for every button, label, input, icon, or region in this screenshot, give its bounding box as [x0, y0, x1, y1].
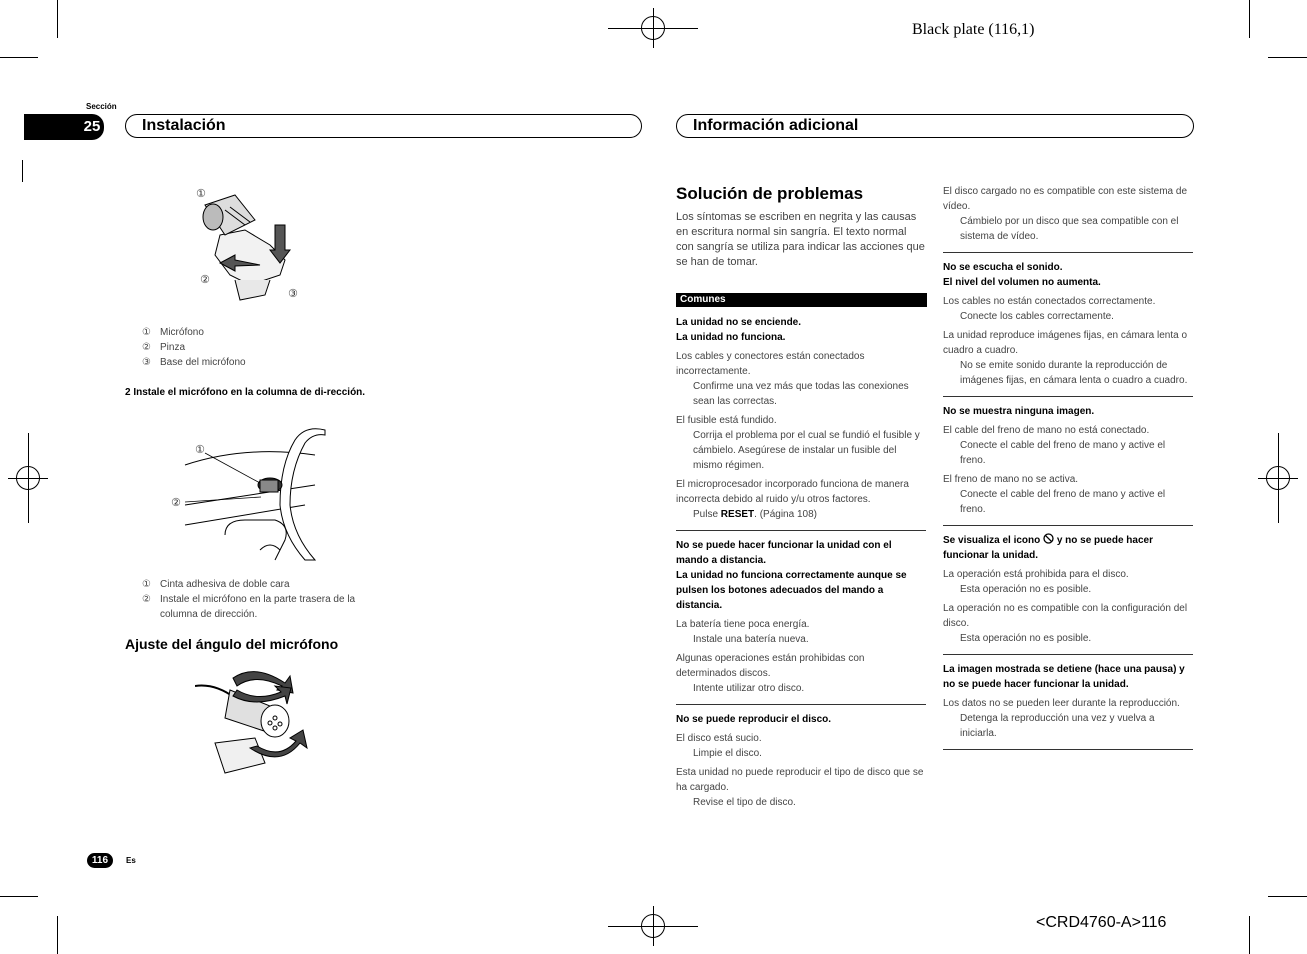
action: Cámbielo por un disco que sea compatible con el sistema de vídeo. [960, 216, 1179, 242]
symptom: La unidad no funciona correctamente aunque se pulsen los botones adecuados del mando a distancia. [676, 570, 907, 611]
divider [943, 252, 1193, 253]
comunes-bar: Comunes [676, 293, 927, 307]
troubleshoot-title: Solución de problemas [676, 184, 864, 203]
cause: La operación no es compatible con la configuración del disco. [943, 603, 1188, 629]
crop-mark [1249, 916, 1250, 954]
troubleshoot-column-1 [676, 315, 926, 810]
section-number-tab [24, 114, 104, 140]
cause: El microprocesador incorporado funciona de manera incorrecta debido al ruido y/u otros factores. [676, 479, 909, 505]
trouble-block [943, 260, 1193, 388]
cause: Los cables no están conectados correctamente. [943, 296, 1156, 307]
symptom: La unidad no funciona. [676, 332, 786, 343]
action: Revise el tipo de disco. [693, 797, 796, 808]
fig1-callout-3: ③ [288, 287, 298, 300]
trouble-block [943, 662, 1193, 741]
cause: El fusible está fundido. [676, 415, 777, 426]
trouble-block [676, 538, 926, 696]
action: Esta operación no es posible. [960, 633, 1092, 644]
cause: La batería tiene poca energía. [676, 619, 810, 630]
action: Esta operación no es posible. [960, 584, 1092, 595]
crop-mark [22, 160, 23, 182]
crop-mark [0, 896, 38, 897]
symptom: No se puede reproducir el disco. [676, 714, 832, 725]
microphone-angle-figure [195, 668, 310, 778]
cause: La unidad reproduce imágenes fijas, en cámara lenta o cuadro a cuadro. [943, 330, 1188, 356]
action: Conecte el cable del freno de mano y active el freno. [960, 440, 1166, 466]
action: Confirme una vez más que todas las conexiones sean las correctas. [693, 381, 909, 407]
page-number: 116 [87, 853, 113, 868]
list-item: ② Pinza [142, 342, 186, 353]
action: Conecte los cables correctamente. [960, 311, 1114, 322]
trouble-block [676, 315, 926, 522]
language-code: Es [126, 856, 136, 865]
action: Limpie el disco. [693, 748, 762, 759]
crop-mark [0, 57, 38, 58]
cause: El disco está sucio. [676, 733, 762, 744]
cause: La operación está prohibida para el disco. [943, 569, 1129, 580]
trouble-block [676, 712, 926, 810]
action: Corrija el problema por el cual se fundió el fusible y cámbielo. Asegúrese de instalar un fusible del mismo régimen. [693, 430, 920, 471]
action: Instale una batería nueva. [693, 634, 809, 645]
fig2-callout-1: ① [195, 443, 205, 456]
action: Intente utilizar otro disco. [693, 683, 805, 694]
fig1-legend [142, 325, 382, 370]
troubleshoot-column-2 [943, 184, 1193, 750]
trouble-block [943, 533, 1193, 646]
crop-mark [1268, 57, 1307, 58]
section-number: 25 [83, 118, 101, 135]
cause: Los cables y conectores están conectados incorrectamente. [676, 351, 865, 377]
crop-mark [1268, 896, 1307, 897]
action: Detenga la reproducción una vez y vuelva a iniciarla. [960, 713, 1155, 739]
fig2-legend [142, 577, 382, 622]
cause: El freno de mano no se activa. [943, 474, 1079, 485]
divider [943, 525, 1193, 526]
cause: Algunas operaciones están prohibidas con determinados discos. [676, 653, 865, 679]
prohibited-icon [1043, 533, 1054, 544]
divider [943, 654, 1193, 655]
list-item: ① Cinta adhesiva de doble cara [142, 579, 290, 590]
list-item: ① Micrófono [142, 327, 204, 338]
symptom: No se muestra ninguna imagen. [943, 406, 1095, 417]
troubleshoot-intro: Los síntomas se escriben en negrita y las causas en escritura normal sin sangría. El texto normal con sangría se utiliza para indicar las acciones que se han de tomar. [676, 211, 925, 268]
fig1-callout-1: ① [196, 187, 206, 200]
symptom: La imagen mostrada se detiene (hace una pausa) y no se puede hacer funcionar la unidad. [943, 664, 1185, 690]
crop-mark [57, 916, 58, 954]
reset-label: RESET [720, 509, 755, 520]
symptom: No se escucha el sonido. [943, 262, 1063, 273]
microphone-clip-figure [190, 185, 315, 305]
divider [943, 749, 1193, 750]
trouble-block [943, 404, 1193, 517]
cause: El disco cargado no es compatible con este sistema de vídeo. [943, 186, 1188, 212]
divider [676, 530, 926, 531]
symptom: La unidad no se enciende. [676, 317, 802, 328]
divider [676, 704, 926, 705]
cause: Los datos no se pueden leer durante la reproducción. [943, 698, 1180, 709]
action: Pulse RESET. (Página 108) [693, 509, 817, 520]
action: No se emite sonido durante la reproducción de imágenes fijas, en cámara lenta o cuadro a cuadro. [960, 360, 1188, 386]
divider [943, 396, 1193, 397]
cause: Esta unidad no puede reproducir el tipo de disco que se ha cargado. [676, 767, 924, 793]
step-2: 2 Instale el micrófono en la columna de di-rección. [125, 387, 366, 398]
list-item: ② Instale el micrófono en la parte trasera de la columna de dirección. [142, 594, 356, 620]
fig2-callout-2: ② [171, 496, 181, 509]
cause: El cable del freno de mano no está conectado. [943, 425, 1150, 436]
section-label: Sección [86, 102, 117, 111]
fig1-callout-2: ② [200, 273, 210, 286]
steering-column-figure [165, 425, 330, 565]
list-item: ③ Base del micrófono [142, 357, 246, 368]
document-code: <CRD4760-A>116 [1036, 914, 1167, 931]
right-header: Información adicional [676, 114, 1194, 138]
left-header: Instalación [125, 114, 642, 138]
symptom: El nivel del volumen no aumenta. [943, 277, 1101, 288]
symptom: No se puede hacer funcionar la unidad con el mando a distancia. [676, 540, 892, 566]
crop-mark [57, 0, 58, 38]
angle-title: Ajuste del ángulo del micrófono [125, 636, 339, 652]
trouble-block [943, 184, 1193, 244]
plate-label: Black plate (116,1) [912, 21, 1035, 38]
action: Conecte el cable del freno de mano y active el freno. [960, 489, 1166, 515]
symptom: Se visualiza el icono y no se puede hacer funcionar la unidad. [943, 535, 1153, 561]
crop-mark [1249, 0, 1250, 38]
